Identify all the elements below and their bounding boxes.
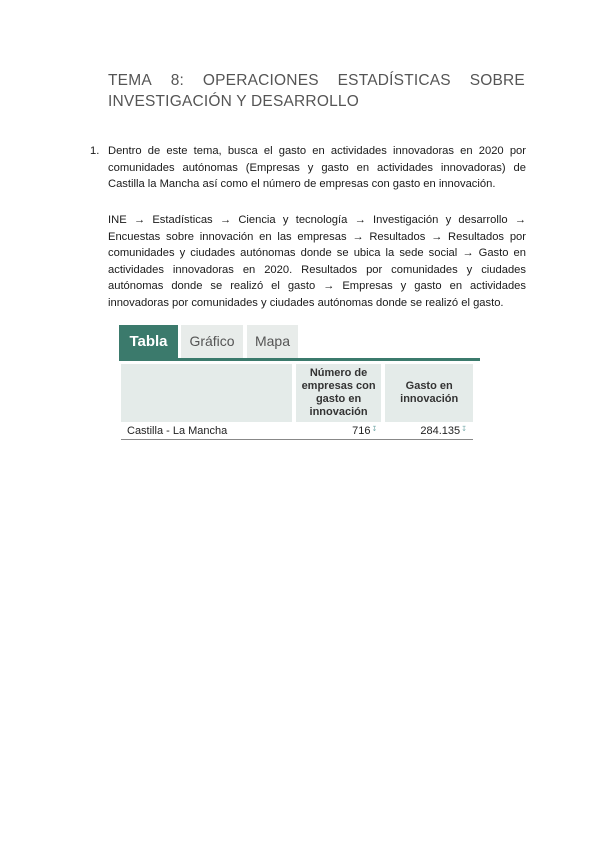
view-tabs: [119, 325, 480, 361]
title-word: ESTADÍSTICAS: [337, 72, 451, 89]
navigation-path-paragraph: INE → Estadísticas → Ciencia y tecnología → Investigación y desarrollo → Encuestas sobre innovación en las empresas → Resultados → Resultados por comunidades y ciudades autónomas donde se ubica la sede social → Gasto en actividades innovadoras en 2020. Resultados por comunidades y ciudades autónomas donde se realizó el gasto → Empresas y gasto en actividades innovadoras por comunidades y ciudades autónomas donde se realizó el gasto.: [108, 214, 526, 309]
cell-value: 716: [352, 425, 371, 437]
title-line-2: INVESTIGACIÓN Y DESARROLLO: [108, 93, 359, 110]
results-table: [121, 364, 473, 440]
table-header-row: [121, 364, 473, 422]
note-flag-icon: ↧: [461, 426, 467, 433]
question-text: Dentro de este tema, busca el gasto en actividades innovadoras en 2020 por comunidades autónomas (Empresas y gasto en actividades innovadoras) de Castilla la Mancha así como el número de empresas con gasto en innovación.: [108, 145, 526, 190]
document-title: [108, 70, 525, 112]
question-item: [90, 143, 526, 193]
column-header-empresas: Número de empresas con gasto en innovación: [294, 364, 384, 422]
tab-grafico[interactable]: Gráfico: [181, 325, 243, 358]
question-number: 1.: [90, 145, 100, 157]
note-flag-icon: ↧: [371, 426, 378, 433]
title-word: 8:: [170, 72, 185, 89]
tab-mapa[interactable]: Mapa: [247, 325, 298, 358]
title-line-1: [108, 70, 525, 91]
cell-empresas: [294, 422, 384, 440]
column-header-gasto: Gasto en innovación: [383, 364, 473, 422]
row-label: Castilla - La Mancha: [121, 422, 294, 440]
cell-gasto: [383, 422, 473, 440]
cell-value: 284.135: [420, 425, 461, 437]
title-word: TEMA: [108, 72, 152, 89]
tab-tabla[interactable]: Tabla: [119, 325, 178, 358]
table-row: [121, 422, 473, 440]
title-word: SOBRE: [469, 72, 525, 89]
title-word: OPERACIONES: [202, 72, 319, 89]
table-corner-cell: [121, 364, 294, 422]
